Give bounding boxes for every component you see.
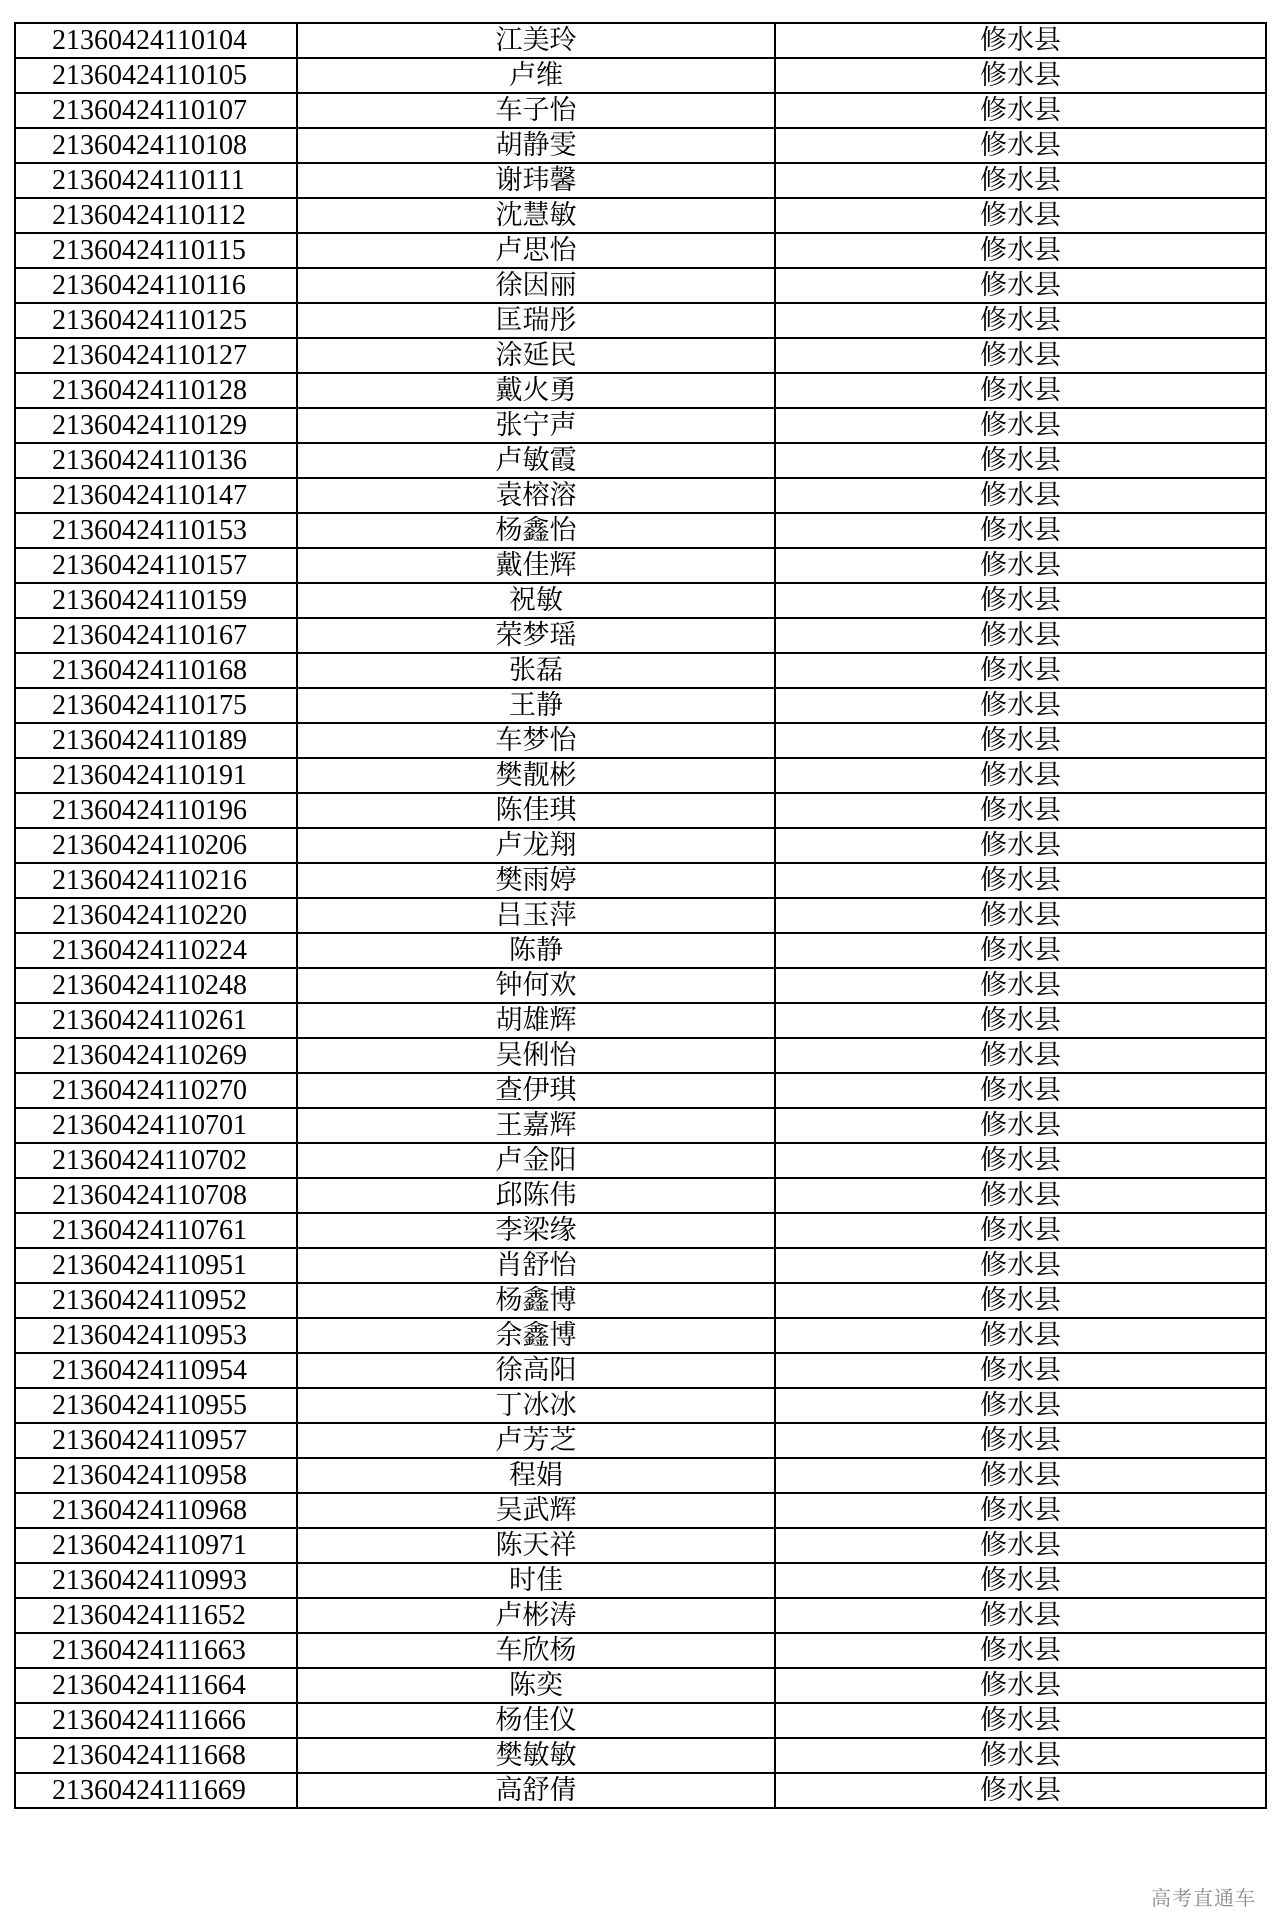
candidate-name-cell: 肖舒怡 <box>297 1248 775 1283</box>
table-row <box>15 478 1266 513</box>
candidate-id-cell: 21360424110957 <box>15 1423 297 1458</box>
candidate-id-cell: 21360424110157 <box>15 548 297 583</box>
table-row <box>15 1738 1266 1773</box>
county-cell: 修水县 <box>775 1038 1266 1073</box>
candidate-id-cell: 21360424111664 <box>15 1668 297 1703</box>
candidate-name-cell: 杨鑫怡 <box>297 513 775 548</box>
candidate-id-cell: 21360424110953 <box>15 1318 297 1353</box>
table-row <box>15 583 1266 618</box>
table-row <box>15 688 1266 723</box>
candidate-id-cell: 21360424110107 <box>15 93 297 128</box>
candidate-name-cell: 樊雨婷 <box>297 863 775 898</box>
county-cell: 修水县 <box>775 1353 1266 1388</box>
county-cell: 修水县 <box>775 1738 1266 1773</box>
county-cell: 修水县 <box>775 93 1266 128</box>
county-cell: 修水县 <box>775 1598 1266 1633</box>
county-cell: 修水县 <box>775 828 1266 863</box>
candidate-name-cell: 樊靓彬 <box>297 758 775 793</box>
candidate-name-cell: 卢龙翔 <box>297 828 775 863</box>
county-cell: 修水县 <box>775 1108 1266 1143</box>
county-cell: 修水县 <box>775 58 1266 93</box>
county-cell: 修水县 <box>775 758 1266 793</box>
county-cell: 修水县 <box>775 1633 1266 1668</box>
county-cell: 修水县 <box>775 618 1266 653</box>
candidate-name-cell: 王静 <box>297 688 775 723</box>
county-cell: 修水县 <box>775 338 1266 373</box>
table-row <box>15 198 1266 233</box>
table-row <box>15 1003 1266 1038</box>
candidate-name-cell: 匡瑞彤 <box>297 303 775 338</box>
candidate-id-cell: 21360424110708 <box>15 1178 297 1213</box>
county-cell: 修水县 <box>775 513 1266 548</box>
table-row <box>15 898 1266 933</box>
county-cell: 修水县 <box>775 163 1266 198</box>
county-cell: 修水县 <box>775 653 1266 688</box>
candidate-name-cell: 樊敏敏 <box>297 1738 775 1773</box>
county-cell: 修水县 <box>775 1423 1266 1458</box>
candidate-id-cell: 21360424110127 <box>15 338 297 373</box>
candidate-name-cell: 车子怡 <box>297 93 775 128</box>
candidate-table-body <box>15 23 1266 1808</box>
table-row <box>15 1773 1266 1808</box>
county-cell: 修水县 <box>775 1668 1266 1703</box>
table-row <box>15 373 1266 408</box>
candidate-id-cell: 21360424110702 <box>15 1143 297 1178</box>
candidate-id-cell: 21360424110125 <box>15 303 297 338</box>
candidate-name-cell: 陈天祥 <box>297 1528 775 1563</box>
candidate-name-cell: 卢思怡 <box>297 233 775 268</box>
county-cell: 修水县 <box>775 898 1266 933</box>
candidate-id-cell: 21360424110955 <box>15 1388 297 1423</box>
candidate-name-cell: 卢芳芝 <box>297 1423 775 1458</box>
county-cell: 修水县 <box>775 1003 1266 1038</box>
county-cell: 修水县 <box>775 478 1266 513</box>
county-cell: 修水县 <box>775 933 1266 968</box>
candidate-name-cell: 卢敏霞 <box>297 443 775 478</box>
candidate-id-cell: 21360424110175 <box>15 688 297 723</box>
table-row <box>15 723 1266 758</box>
table-row <box>15 513 1266 548</box>
candidate-id-cell: 21360424110951 <box>15 1248 297 1283</box>
candidate-name-cell: 陈奕 <box>297 1668 775 1703</box>
county-cell: 修水县 <box>775 1178 1266 1213</box>
county-cell: 修水县 <box>775 268 1266 303</box>
county-cell: 修水县 <box>775 793 1266 828</box>
county-cell: 修水县 <box>775 443 1266 478</box>
table-row <box>15 1283 1266 1318</box>
candidate-name-cell: 袁榕溶 <box>297 478 775 513</box>
county-cell: 修水县 <box>775 1493 1266 1528</box>
county-cell: 修水县 <box>775 1458 1266 1493</box>
candidate-id-cell: 21360424110196 <box>15 793 297 828</box>
candidate-name-cell: 江美玲 <box>297 23 775 58</box>
candidate-id-cell: 21360424110153 <box>15 513 297 548</box>
county-cell: 修水县 <box>775 23 1266 58</box>
candidate-name-cell: 徐高阳 <box>297 1353 775 1388</box>
county-cell: 修水县 <box>775 968 1266 1003</box>
county-cell: 修水县 <box>775 408 1266 443</box>
candidate-id-cell: 21360424110116 <box>15 268 297 303</box>
candidate-id-cell: 21360424110224 <box>15 933 297 968</box>
table-row <box>15 58 1266 93</box>
table-row <box>15 1178 1266 1213</box>
table-row <box>15 1143 1266 1178</box>
table-row <box>15 163 1266 198</box>
table-row <box>15 653 1266 688</box>
candidate-id-cell: 21360424110167 <box>15 618 297 653</box>
candidate-name-cell: 钟何欢 <box>297 968 775 1003</box>
table-row <box>15 1633 1266 1668</box>
county-cell: 修水县 <box>775 1318 1266 1353</box>
candidate-id-cell: 21360424110115 <box>15 233 297 268</box>
candidate-name-cell: 卢金阳 <box>297 1143 775 1178</box>
candidate-name-cell: 谢玮馨 <box>297 163 775 198</box>
table-row <box>15 1318 1266 1353</box>
candidate-id-cell: 21360424110216 <box>15 863 297 898</box>
candidate-id-cell: 21360424110147 <box>15 478 297 513</box>
candidate-name-cell: 时佳 <box>297 1563 775 1598</box>
table-row <box>15 1703 1266 1738</box>
candidate-name-cell: 徐因丽 <box>297 268 775 303</box>
county-cell: 修水县 <box>775 583 1266 618</box>
county-cell: 修水县 <box>775 303 1266 338</box>
candidate-name-cell: 余鑫博 <box>297 1318 775 1353</box>
candidate-id-cell: 21360424111652 <box>15 1598 297 1633</box>
table-row <box>15 1458 1266 1493</box>
table-row <box>15 23 1266 58</box>
candidate-id-cell: 21360424110701 <box>15 1108 297 1143</box>
candidate-id-cell: 21360424110952 <box>15 1283 297 1318</box>
candidate-id-cell: 21360424110993 <box>15 1563 297 1598</box>
candidate-id-cell: 21360424111669 <box>15 1773 297 1808</box>
candidate-id-cell: 21360424111668 <box>15 1738 297 1773</box>
candidate-name-cell: 李梁缘 <box>297 1213 775 1248</box>
candidate-name-cell: 陈静 <box>297 933 775 968</box>
candidate-name-cell: 胡雄辉 <box>297 1003 775 1038</box>
candidate-name-cell: 沈慧敏 <box>297 198 775 233</box>
table-row <box>15 863 1266 898</box>
candidate-id-cell: 21360424110191 <box>15 758 297 793</box>
candidate-name-cell: 杨佳仪 <box>297 1703 775 1738</box>
table-row <box>15 793 1266 828</box>
table-row <box>15 1213 1266 1248</box>
candidate-id-cell: 21360424110159 <box>15 583 297 618</box>
table-row <box>15 93 1266 128</box>
county-cell: 修水县 <box>775 233 1266 268</box>
table-row <box>15 828 1266 863</box>
candidate-name-cell: 戴火勇 <box>297 373 775 408</box>
candidate-id-cell: 21360424110129 <box>15 408 297 443</box>
county-cell: 修水县 <box>775 863 1266 898</box>
candidate-id-cell: 21360424110958 <box>15 1458 297 1493</box>
county-cell: 修水县 <box>775 1773 1266 1808</box>
candidate-id-cell: 21360424110189 <box>15 723 297 758</box>
county-cell: 修水县 <box>775 1143 1266 1178</box>
candidate-name-cell: 张磊 <box>297 653 775 688</box>
county-cell: 修水县 <box>775 1563 1266 1598</box>
table-row <box>15 303 1266 338</box>
table-row <box>15 408 1266 443</box>
candidate-id-cell: 21360424111666 <box>15 1703 297 1738</box>
county-cell: 修水县 <box>775 1388 1266 1423</box>
table-row <box>15 1563 1266 1598</box>
candidate-id-cell: 21360424110761 <box>15 1213 297 1248</box>
candidate-name-cell: 程娟 <box>297 1458 775 1493</box>
candidate-id-cell: 21360424110105 <box>15 58 297 93</box>
candidate-id-cell: 21360424110261 <box>15 1003 297 1038</box>
table-row <box>15 1073 1266 1108</box>
table-row <box>15 1353 1266 1388</box>
candidate-table <box>14 22 1267 1809</box>
county-cell: 修水县 <box>775 1703 1266 1738</box>
county-cell: 修水县 <box>775 1528 1266 1563</box>
candidate-id-cell: 21360424110270 <box>15 1073 297 1108</box>
county-cell: 修水县 <box>775 373 1266 408</box>
candidate-name-cell: 卢彬涛 <box>297 1598 775 1633</box>
table-row <box>15 1528 1266 1563</box>
table-row <box>15 1598 1266 1633</box>
candidate-id-cell: 21360424111663 <box>15 1633 297 1668</box>
county-cell: 修水县 <box>775 1248 1266 1283</box>
table-row <box>15 618 1266 653</box>
candidate-id-cell: 21360424110111 <box>15 163 297 198</box>
table-row <box>15 1388 1266 1423</box>
table-row <box>15 1423 1266 1458</box>
candidate-id-cell: 21360424110968 <box>15 1493 297 1528</box>
table-row <box>15 758 1266 793</box>
table-row <box>15 1493 1266 1528</box>
watermark: 高考直通车 <box>1151 1886 1256 1910</box>
candidate-name-cell: 车梦怡 <box>297 723 775 758</box>
table-row <box>15 548 1266 583</box>
candidate-name-cell: 车欣杨 <box>297 1633 775 1668</box>
candidate-name-cell: 丁冰冰 <box>297 1388 775 1423</box>
candidate-name-cell: 胡静雯 <box>297 128 775 163</box>
table-row <box>15 1038 1266 1073</box>
candidate-name-cell: 王嘉辉 <box>297 1108 775 1143</box>
table-row <box>15 268 1266 303</box>
candidate-id-cell: 21360424110112 <box>15 198 297 233</box>
candidate-id-cell: 21360424110206 <box>15 828 297 863</box>
candidate-name-cell: 吕玉萍 <box>297 898 775 933</box>
candidate-name-cell: 荣梦瑶 <box>297 618 775 653</box>
candidate-name-cell: 邱陈伟 <box>297 1178 775 1213</box>
candidate-id-cell: 21360424110954 <box>15 1353 297 1388</box>
candidate-id-cell: 21360424110128 <box>15 373 297 408</box>
county-cell: 修水县 <box>775 723 1266 758</box>
table-row <box>15 1668 1266 1703</box>
candidate-id-cell: 21360424110269 <box>15 1038 297 1073</box>
candidate-id-cell: 21360424110168 <box>15 653 297 688</box>
table-row <box>15 968 1266 1003</box>
county-cell: 修水县 <box>775 1073 1266 1108</box>
table-row <box>15 233 1266 268</box>
candidate-id-cell: 21360424110104 <box>15 23 297 58</box>
candidate-id-cell: 21360424110136 <box>15 443 297 478</box>
candidate-name-cell: 祝敏 <box>297 583 775 618</box>
candidate-name-cell: 张宁声 <box>297 408 775 443</box>
table-row <box>15 338 1266 373</box>
candidate-id-cell: 21360424110248 <box>15 968 297 1003</box>
candidate-id-cell: 21360424110108 <box>15 128 297 163</box>
candidate-name-cell: 高舒倩 <box>297 1773 775 1808</box>
candidate-id-cell: 21360424110220 <box>15 898 297 933</box>
table-row <box>15 1108 1266 1143</box>
county-cell: 修水县 <box>775 198 1266 233</box>
candidate-name-cell: 吴武辉 <box>297 1493 775 1528</box>
county-cell: 修水县 <box>775 688 1266 723</box>
candidate-name-cell: 杨鑫博 <box>297 1283 775 1318</box>
table-row <box>15 1248 1266 1283</box>
candidate-name-cell: 涂延民 <box>297 338 775 373</box>
table-row <box>15 933 1266 968</box>
candidate-name-cell: 陈佳琪 <box>297 793 775 828</box>
county-cell: 修水县 <box>775 128 1266 163</box>
candidate-name-cell: 查伊琪 <box>297 1073 775 1108</box>
candidate-name-cell: 卢维 <box>297 58 775 93</box>
table-row <box>15 128 1266 163</box>
candidate-name-cell: 戴佳辉 <box>297 548 775 583</box>
table-row <box>15 443 1266 478</box>
county-cell: 修水县 <box>775 1283 1266 1318</box>
candidate-name-cell: 吴俐怡 <box>297 1038 775 1073</box>
county-cell: 修水县 <box>775 1213 1266 1248</box>
candidate-id-cell: 21360424110971 <box>15 1528 297 1563</box>
county-cell: 修水县 <box>775 548 1266 583</box>
